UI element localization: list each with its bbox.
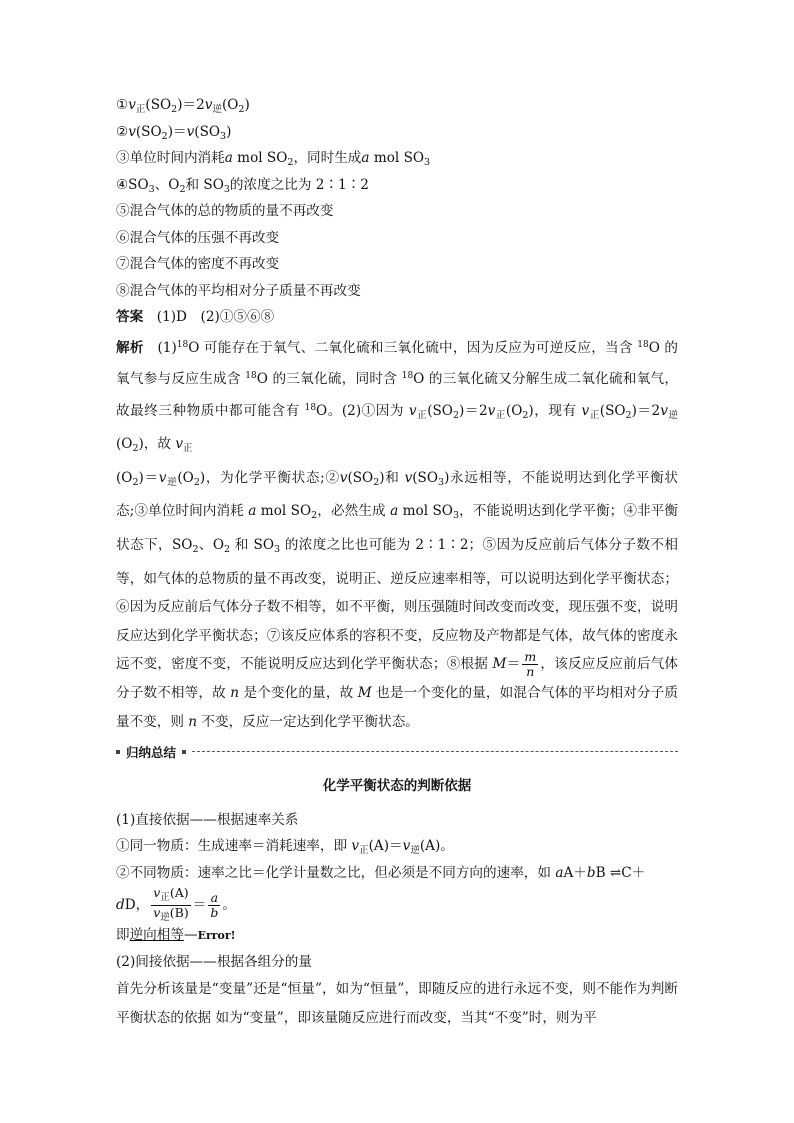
fraction-m-over-n: $\frac{m}{n}$ (524, 649, 537, 680)
answer-label: 答案 (116, 309, 144, 325)
option-2: $②v(SO_2)=v(SO_3)$ (116, 123, 232, 142)
analysis-paragraph-continued: $(O_2)=v_逆(O_2)$，为化学平衡状态$;②v(SO_2)$和 $v(SO_3)$永远相等，不能说明达到化学平衡状态;③单位时间内消耗 a mol $SO_2$，必然生成 a mol $SO_3$，不能说明达到化学平衡；④非平衡状态下，$SO_2$、$O_2$ 和 $SO_3$ 的浓度之比也可能为 2∶1∶2；⑤因为反应前后气体分子数不相等，如气体的总物质的量不再改变，说明正、逆反应速率相等，可以说明达到化学平衡状态；⑥因为反应前后气体分子数不相等，如不平衡，则压强随时间改变而改变，现压强不变，说明反应达到化学平衡状态；⑦该反应体系的容积不变，反应物及产物都是气体，故气体的密度永远不变，密度不变，不能说明反应达到化学平衡状态；⑧根据 M＝ $\frac{m}{n}$ ，该反应反应前后气体分子数不相等，故 n 是个变化的量，故 M 也是一个变化的量，如混合气体的平均相对分子质量不变，则 n 不变，反应一定达到化学平衡状态。 (116, 469, 679, 731)
dashed-divider (192, 751, 678, 752)
summary-line-4: 即逆向相等—Error! (116, 927, 236, 944)
summary-line-2: ②不同物质：速率之比＝化学计量数之比，但必须是不同方向的速率，如 aA＋bB ⇌C＋ (116, 864, 646, 881)
option-6: ⑥混合气体的压强不再改变 (116, 229, 280, 246)
summary-line-3: dD， $\frac{v_正(A)}{v_逆(B)}$ ＝ $\frac{a}{b}$ 。 (116, 886, 678, 922)
option-4: $④SO_3$、$O_2$和 $SO_3$的浓度之比为 2∶1∶2 (116, 176, 369, 195)
document-page (116, 92, 678, 1032)
summary-heading-2: (2)间接依据——根据各组分的量 (116, 953, 312, 970)
fraction-a-over-b: $\frac{a}{b}$ (210, 890, 219, 921)
fraction-rate-ratio: $\frac{v_正(A)}{v_逆(B)}$ (153, 886, 189, 923)
analysis-label: 解析 (116, 339, 144, 356)
summary-paragraph: 首先分析该量是“变量”还是“恒量”，如为“恒量”，即随反应的进行永远不变，则不能作为判断平衡状态的依据 如为“变量”，即该量随反应进行而改变，当其“不变”时，则为平 (116, 981, 678, 1026)
option-3: ③单位时间内消耗a mol $SO_2$，同时生成a mol $SO_3$ (116, 150, 431, 168)
square-bullet-icon (182, 750, 186, 754)
analysis-paragraph: 解析 $(1)^{18}O$ 可能存在于氧气、二氧化硫和三氧化硫中，因为反应为可逆反应，当含 $^{18}$O 的氧气参与反应生成含 $^{18}$O 的三氧化硫，同时含 $^{18}$O 的三氧化硫又分解生成二氧化硫和氧气，故最终三种物质中都可能含有 $^{18}$O。(2)①因为 $v_正(SO_2)=2v_正(O_2)$，现有 $v_正(SO_2)=2v_逆(O_2)$，故 $v_正$ (116, 339, 679, 455)
option-7: ⑦混合气体的密度不再改变 (116, 256, 280, 272)
summary-label: 归纳总结 (126, 744, 177, 760)
reversible-arrow-icon: ⇌ (609, 864, 622, 881)
answer-line (116, 304, 678, 331)
summary-title: 化学平衡状态的判断依据 (322, 777, 472, 794)
option-5: ⑤混合气体的总的物质的量不再改变 (116, 203, 334, 219)
error-marker: Error! (197, 929, 236, 943)
option-1: $①v_正(SO_2)=2v_逆(O_2)$ (116, 97, 250, 115)
option-8: ⑧混合气体的平均相对分子质量不再改变 (116, 282, 361, 299)
summary-line-1: ①同一物质：生成速率＝消耗速率，即 $v_正(A)=v_逆(A)$。 (116, 838, 454, 857)
summary-heading-1: (1)直接依据——根据速率关系 (116, 811, 299, 828)
square-bullet-icon (116, 750, 120, 754)
summary-header (116, 739, 678, 765)
answer-text: (1)D (2)①⑤⑥⑧ (156, 309, 275, 325)
